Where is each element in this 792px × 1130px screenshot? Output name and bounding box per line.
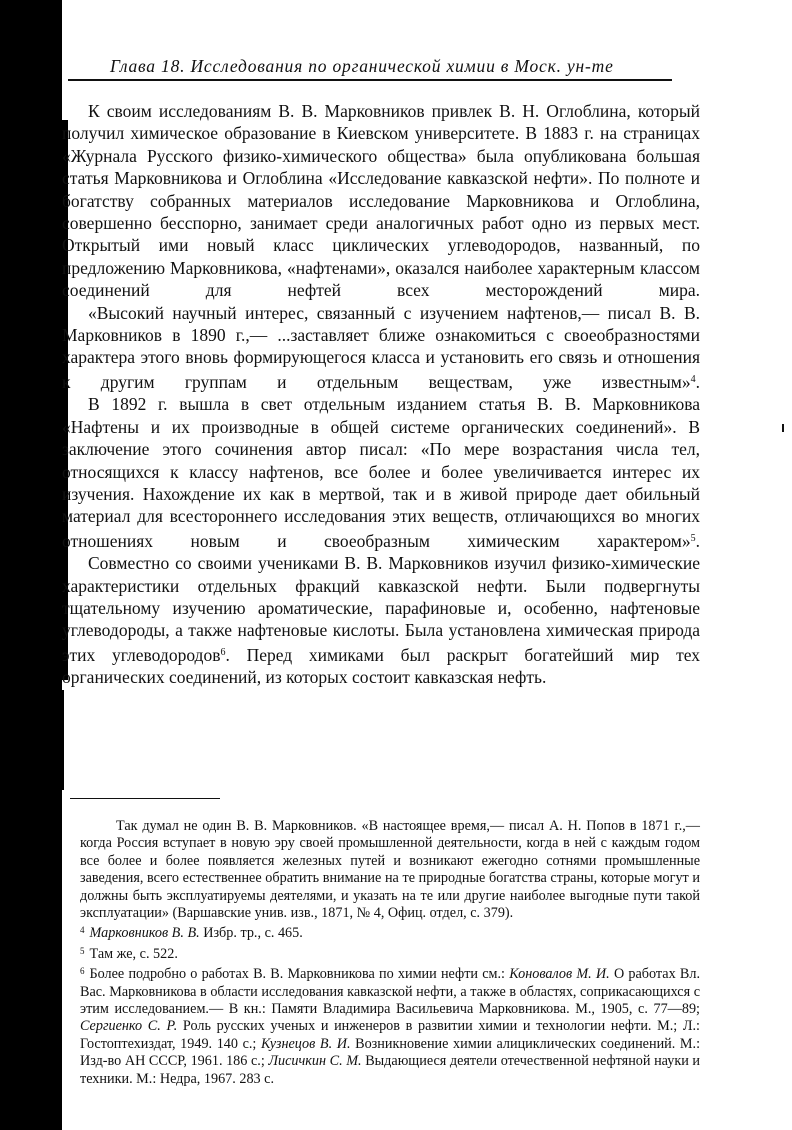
footnote-4 <box>80 922 700 942</box>
footnote-author: Кузнецов В. И. <box>260 1035 351 1052</box>
footnote-ref: 5 <box>690 532 696 544</box>
footnote-text: Роль русских ученых и инженеров в развитии химии и технологии нефти. М.; Л.: Гостоптехиздат, 1949. 140 с.; <box>80 1018 701 1052</box>
scan-mark <box>782 424 784 432</box>
paragraph <box>62 393 700 552</box>
footnote-6 <box>80 963 700 1088</box>
paragraph-text: Совместно со своими учениками В. В. Марковников изучил физико-химические характеристики отдельных фракций кавказской нефти. Были подвергнуты тщательному изучению ароматические, парафиновые и, особенно, нафтеновые углеводороды, а также нафтеновые кислоты. Была установлена химическая природа этих углеводородов <box>62 553 700 665</box>
paragraph: Совместно со своими учениками В. В. Марковников изучил физико-химические характеристики отдельных фракций кавказской нефти. Были подвергнуты тщательному изучению ароматические, парафиновые и, особенно, нафтеновые углеводороды, а также нафтеновые кислоты. Была установлена химическая природа этих углеводородов$^6$. Перед химиками был раскрыт богатейший мир тех органических соединений, из которых состоит кавказская нефть. <box>62 553 701 688</box>
footnote-text: Избр. тр., с. 465. <box>203 925 303 942</box>
footnote-ref: 6 <box>220 646 226 658</box>
footnote-number: 4 <box>80 925 85 936</box>
footnote-author: Сергиенко С. Р. <box>80 1018 178 1035</box>
paragraph-text: «Высокий научный интерес, связанный с изучением нафтенов,— писал В. В. Марковников в 1890 г.,— ...заставляет ближе ознакомиться с своеобразностями характера этого вновь формирующегося класса и установить его связь и отношения к другим группам и отдельным веществам, уже известным» <box>62 302 700 392</box>
main-text <box>62 100 700 689</box>
footnote-number: 6 <box>80 966 85 977</box>
footnote-author: Коновалов М. И. <box>509 966 610 983</box>
paragraph <box>62 100 700 302</box>
footnote-text: Там же, с. 522. <box>89 945 178 962</box>
footnote-text: Более подробно о работах В. В. Марковникова по химии нефти см.: <box>89 966 505 983</box>
footnote-rule <box>70 798 220 799</box>
paragraph-text: В 1892 г. вышла в свет отдельным изданием статья В. В. Марковникова «Нафтены и их производные в общей системе органических соединений». В заключение этого сочинения автор писал: «По мере возрастания числа тел, относящихся к классу нафтенов, все более и более увеличивается интерес их изучения. Нахождение их как в мертвой, так и в живой природе дает обильный материал для всестороннего исследования этих веществ, отличающихся во многих отношениях новым и своеобразным химическим характером» <box>62 394 700 551</box>
footnote-text: Выдающиеся деятели отечественной нефтяной науки и техники. М.: Недра, 1967. 283 с. <box>80 1053 701 1087</box>
scan-dark-edge-notch <box>50 690 64 790</box>
running-header: Глава 18. Исследования по органической химии в Моск. ун-те <box>110 56 614 76</box>
footnote-continuation: Так думал не один В. В. Марковников. «В настоящее время,— писал А. Н. Попов в 1871 г.,— когда Россия вступает в новую эру своей промышленной деятельности, когда в ней с каждым годом все более и более появляется железных путей и возникают ежегодно сотнями промышленные заведения, всего естественнее обратить внимание на те природные богатства страны, которые могут и должны быть эксплуатируемы деятелями, и указать на те или другие наиболее выгодные пути такой эксплуатации» (Варшавские унив. изв., 1871, № 4, Офиц. отдел, с. 379). <box>80 818 700 922</box>
footnote-number: 5 <box>80 945 85 956</box>
header-rule <box>68 79 672 81</box>
footnote-ref: 4 <box>690 373 696 385</box>
paragraph-text: К своим исследованиям В. В. Марковников привлек В. Н. Оглоблина, который получил химическое образование в Киевском университете. В 1883 г. на страницах «Журнала Русского физико-химического общества» была опубликована большая статья Марковникова и Оглоблина «Исследование кавказской нефти». По полноте и богатству собранных материалов исследование Марковникова и Оглоблина, совершенно бесспорно, занимает среди аналогичных работ одно из первых мест. Открытый ими новый класс циклических углеводородов, названный, по предложению Марковникова, «нафтенами», оказался наиболее характерным классом соединений для нефтей всех месторождений мира. <box>62 101 700 301</box>
paragraph-end: . <box>695 530 700 551</box>
footnote-author: Лисичкин С. М. <box>268 1053 362 1070</box>
paragraph <box>62 302 700 394</box>
footnote-text: О работах Вл. Вас. Марковникова в области исследования кавказской нефти, а также в областях, соприкасающихся с этим исследованием.— В кн.: Памяти Владимира Васильевича Марковникова. М., 1905, с. 77—89; <box>80 966 701 1018</box>
footnote-5 <box>80 943 700 963</box>
paragraph-end: . <box>695 371 700 392</box>
paragraph-text: Перед химиками был раскрыт богатейший мир тех органических соединений, из которых состоит кавказская нефть. <box>62 644 701 688</box>
footnote-text: Возникновение химии алициклических соединений. М.: Изд-во АН СССР, 1961. 186 с.; <box>80 1035 701 1070</box>
footnote-author: Марковников В. В. <box>89 925 200 942</box>
footnotes <box>80 818 700 1088</box>
